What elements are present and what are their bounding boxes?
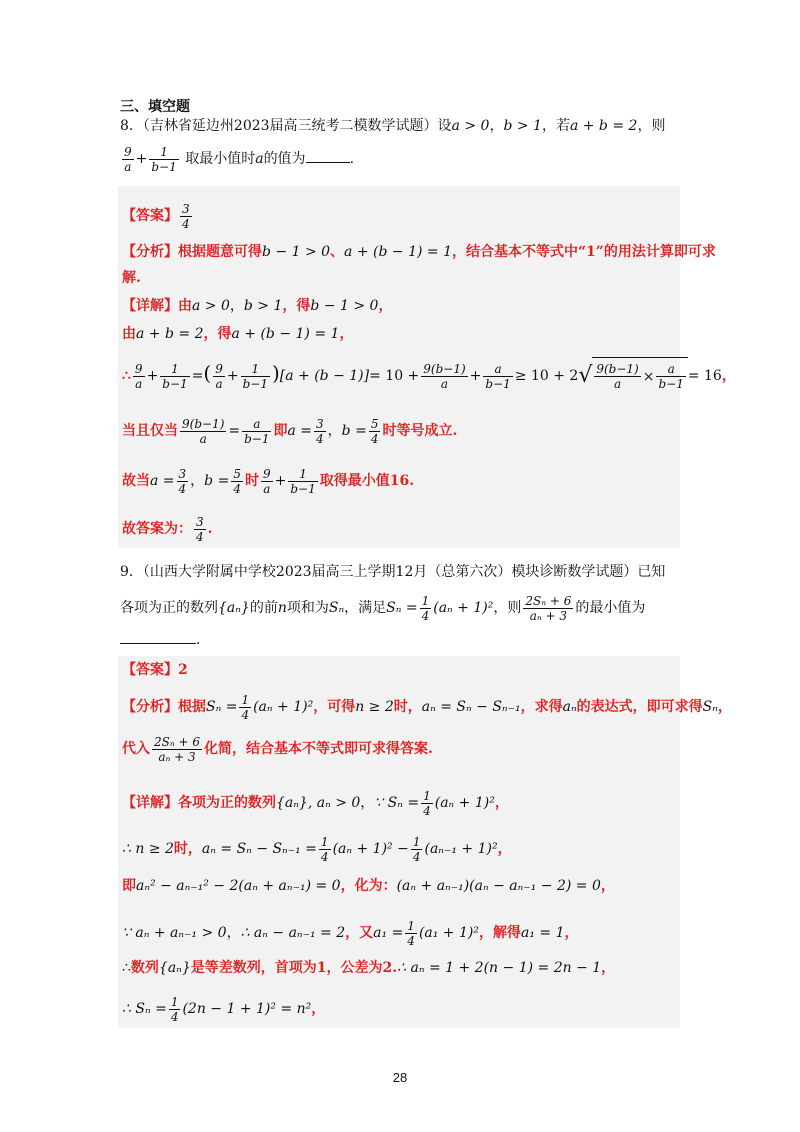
q9-detail-line4: ∵ aₙ + aₙ₋₁ > 0，∴ aₙ − aₙ₋₁ = 2，又a₁ = $\frac{1}{4}$ (a₁ + 1)²，解得a₁ = 1， <box>122 918 579 948</box>
q8-answer: 【答案】 $\frac{3}{4}$ <box>122 201 190 231</box>
section-title: 三、填空题 <box>120 99 190 115</box>
q9-analysis-line1: 【分析】根据Sₙ = $\frac{1}{4}$ (aₙ + 1)²，可得n ≥ 2时，aₙ = Sₙ − Sₙ₋₁，求得aₙ的表达式，即可求得Sₙ， <box>122 692 732 722</box>
page-number: 28 <box>392 1070 408 1085</box>
q9-answer: 【答案】2 <box>122 662 188 678</box>
q9-stem-line2: 各项为正的数列{aₙ}的前n项和为Sₙ，满足Sₙ = $\frac{1}{4}$ (aₙ + 1)²，则 $\frac{\text{2Sₙ + 6}}{\text{aₙ + 3}}$ 的最小值为 <box>120 593 646 623</box>
q9-detail-line3: 即aₙ² − aₙ₋₁² − 2(aₙ + aₙ₋₁) = 0，化为：(aₙ + aₙ₋₁)(aₙ − aₙ₋₁ − 2) = 0， <box>122 878 615 894</box>
q9-detail-line5: ∴数列{aₙ}是等差数列，首项为1，公差为2.∴ aₙ = 1 + 2(n − 1) = 2n − 1， <box>122 960 616 976</box>
fraction: $\frac{3}{4}$ <box>182 201 190 231</box>
fraction: $\frac{1}{b-1}$ <box>151 144 177 174</box>
q9-analysis-line2: 代入 $\frac{\text{2Sₙ + 6}}{\text{aₙ + 3}}$ 化简，结合基本不等式即可求得答案. <box>122 734 433 764</box>
q8-final-answer: 故答案为： $\frac{3}{4}$ . <box>122 514 213 544</box>
q8-stem-line2: $\frac{9}{a}$ + $\frac{1}{b-1}$ 取最小值时a的值为 . <box>124 144 355 174</box>
fraction: $\frac{9}{a}$ <box>124 144 132 174</box>
square-root: √ $\frac{9(b-1)}{a}$ × $\frac{a}{b-1}$ <box>578 357 688 396</box>
answer-blank <box>120 631 196 644</box>
q8-detail-line1: 【详解】由a > 0，b > 1，得b − 1 > 0， <box>122 298 393 314</box>
q8-detail-line3: ∴ $\frac{9}{a}$ + $\frac{1}{b-1}$ =( $\frac{9}{a}$ + $\frac{1}{b-1}$ )[a + (b − 1)]= 10 + $\frac{9(b-1)}{a}$ + $\frac{a}{b-1}$ ≥ 10 + 2 √ $\frac{9(b-1)}{a}$ × $\frac{a}{b-1}$ = 16， <box>122 354 736 396</box>
q8-analysis: 【分析】根据题意可得b − 1 > 0、a + (b − 1) = 1，结合基本不等式中“1”的用法计算即可求 <box>122 244 716 260</box>
q8-stem-line1: 8．（吉林省延边州2023届高三统考二模数学试题）设a > 0，b > 1，若a + b = 2，则 <box>120 118 666 134</box>
q9-detail-line1: 【详解】各项为正的数列{aₙ}, aₙ > 0，∵ Sₙ = $\frac{1}{4}$ (aₙ + 1)²， <box>122 788 509 818</box>
q9-detail-line6: ∴ Sₙ = $\frac{1}{4}$ (2n − 1 + 1)² = n²， <box>122 994 326 1024</box>
q9-stem-line3: . <box>120 630 200 650</box>
answer-blank <box>306 150 350 163</box>
q9-stem-line1: 9．（山西大学附属中学校2023届高三上学期12月（总第六次）模块诊断数学试题）已知 <box>120 564 666 580</box>
q9-detail-line2: ∴ n ≥ 2时，aₙ = Sₙ − Sₙ₋₁ = $\frac{1}{4}$ (aₙ + 1)² − $\frac{1}{4}$ (aₙ₋₁ + 1)²， <box>122 834 512 864</box>
q8-analysis-cont: 解. <box>122 270 141 286</box>
q8-detail-line4: 当且仅当 $\frac{9(b-1)}{a}$ = $\frac{a}{b-1}$ 即a = $\frac{3}{4}$ ，b = $\frac{5}{4}$ 时等号成立. <box>122 416 458 446</box>
q8-detail-line5: 故当a = $\frac{3}{4}$ ，b = $\frac{5}{4}$ 时 $\frac{9}{a}$ + $\frac{1}{b-1}$ 取得最小值16. <box>122 466 415 496</box>
q8-detail-line2: 由a + b = 2，得a + (b − 1) = 1， <box>122 326 354 342</box>
